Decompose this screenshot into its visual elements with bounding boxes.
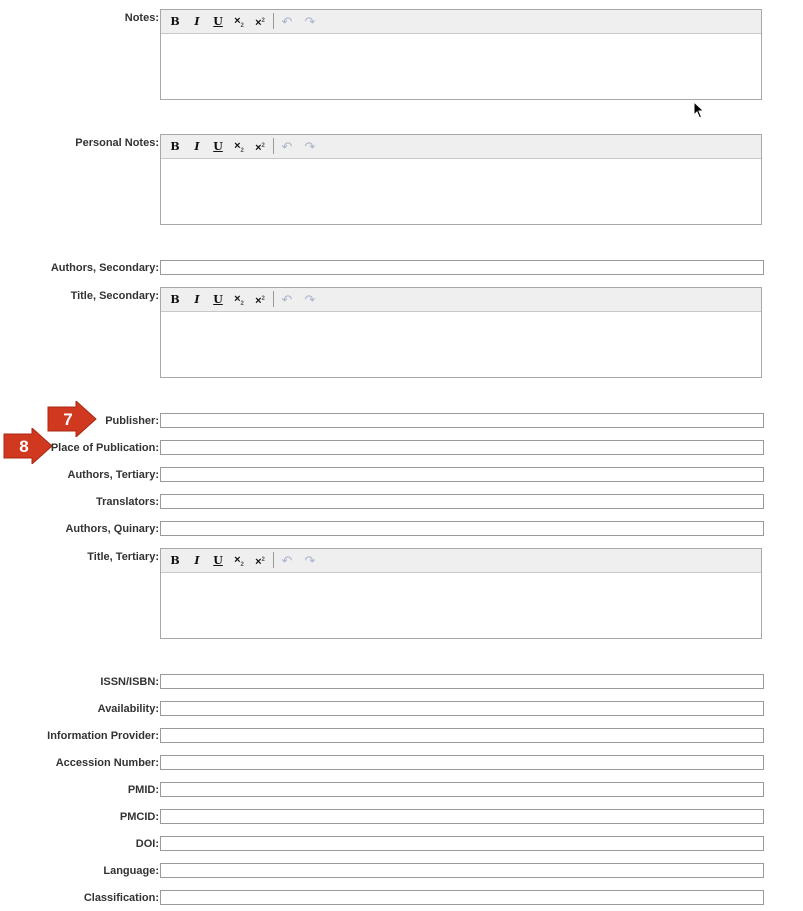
personal-notes-toolbar: [161, 135, 761, 159]
authors-secondary-input[interactable]: [160, 260, 764, 275]
authors-secondary-label: Authors, Secondary:: [50, 262, 159, 274]
publisher-label: Publisher:: [105, 415, 159, 427]
title-secondary-toolbar: [161, 288, 761, 312]
place-of-publication-label: Place of Publication:: [50, 442, 159, 454]
undo-icon[interactable]: ↶: [281, 553, 293, 568]
toolbar-separator: [273, 291, 274, 307]
classification-input[interactable]: [160, 890, 764, 905]
title-tertiary-toolbar: [161, 549, 761, 573]
translators-input[interactable]: [160, 494, 764, 509]
personal-notes-editor[interactable]: [160, 134, 762, 225]
superscript-icon[interactable]: ×$^2$: [255, 17, 265, 29]
language-label: Language:: [103, 865, 159, 877]
italic-icon[interactable]: I: [194, 140, 200, 153]
italic-icon[interactable]: I: [194, 554, 200, 567]
authors-tertiary-label: Authors, Tertiary:: [67, 469, 159, 481]
italic-icon[interactable]: I: [194, 293, 200, 306]
title-secondary-editor[interactable]: [160, 287, 762, 378]
undo-icon[interactable]: ↶: [281, 292, 293, 307]
underline-icon[interactable]: U: [213, 15, 223, 28]
pmid-label: PMID:: [127, 784, 159, 796]
undo-icon[interactable]: ↶: [281, 139, 293, 154]
title-tertiary-label: Title, Tertiary:: [87, 551, 159, 563]
authors-quinary-label: Authors, Quinary:: [65, 523, 159, 535]
toolbar-separator: [273, 13, 274, 29]
pmcid-input[interactable]: [160, 809, 764, 824]
bold-icon[interactable]: B: [170, 140, 180, 153]
redo-icon[interactable]: ↷: [304, 14, 316, 29]
notes-label: Notes:: [124, 12, 159, 24]
callout-7-number: 7: [63, 410, 73, 429]
pmid-input[interactable]: [160, 782, 764, 797]
subscript-icon[interactable]: $\times_2$: [234, 554, 244, 568]
doi-label: DOI:: [135, 838, 159, 850]
undo-icon[interactable]: ↶: [281, 14, 293, 29]
issn-isbn-input[interactable]: [160, 674, 764, 689]
subscript-icon[interactable]: $\times_2$: [234, 293, 244, 307]
bold-icon[interactable]: B: [170, 15, 180, 28]
information-provider-label: Information Provider:: [47, 730, 159, 742]
underline-icon[interactable]: U: [213, 140, 223, 153]
issn-isbn-label: ISSN/ISBN:: [100, 676, 159, 688]
mouse-pointer-icon: [693, 101, 705, 119]
superscript-icon[interactable]: ×$^2$: [255, 556, 265, 568]
title-tertiary-editor[interactable]: [160, 548, 762, 639]
underline-icon[interactable]: U: [213, 554, 223, 567]
redo-icon[interactable]: ↷: [304, 292, 316, 307]
doi-input[interactable]: [160, 836, 764, 851]
availability-input[interactable]: [160, 701, 764, 716]
personal-notes-label: Personal Notes:: [75, 137, 159, 149]
redo-icon[interactable]: ↷: [304, 553, 316, 568]
information-provider-input[interactable]: [160, 728, 764, 743]
italic-icon[interactable]: I: [194, 15, 200, 28]
callout-8-arrow: [2, 428, 54, 464]
callout-8-number: 8: [19, 437, 29, 456]
superscript-icon[interactable]: ×$^2$: [255, 295, 265, 307]
publisher-input[interactable]: [160, 413, 764, 428]
bold-icon[interactable]: B: [170, 554, 180, 567]
place-of-publication-input[interactable]: [160, 440, 764, 455]
bold-icon[interactable]: B: [170, 293, 180, 306]
notes-toolbar: [161, 10, 761, 34]
notes-editor[interactable]: [160, 9, 762, 100]
subscript-icon[interactable]: $\times_2$: [234, 15, 244, 29]
superscript-icon[interactable]: ×$^2$: [255, 142, 265, 154]
authors-quinary-input[interactable]: [160, 521, 764, 536]
pmcid-label: PMCID:: [119, 811, 159, 823]
subscript-icon[interactable]: $\times_2$: [234, 140, 244, 154]
toolbar-separator: [273, 552, 274, 568]
underline-icon[interactable]: U: [213, 293, 223, 306]
authors-tertiary-input[interactable]: [160, 467, 764, 482]
translators-label: Translators:: [96, 496, 159, 508]
accession-number-label: Accession Number:: [55, 757, 159, 769]
language-input[interactable]: [160, 863, 764, 878]
toolbar-separator: [273, 138, 274, 154]
redo-icon[interactable]: ↷: [304, 139, 316, 154]
title-secondary-label: Title, Secondary:: [70, 290, 159, 302]
accession-number-input[interactable]: [160, 755, 764, 770]
availability-label: Availability:: [97, 703, 159, 715]
classification-label: Classification:: [83, 892, 159, 904]
